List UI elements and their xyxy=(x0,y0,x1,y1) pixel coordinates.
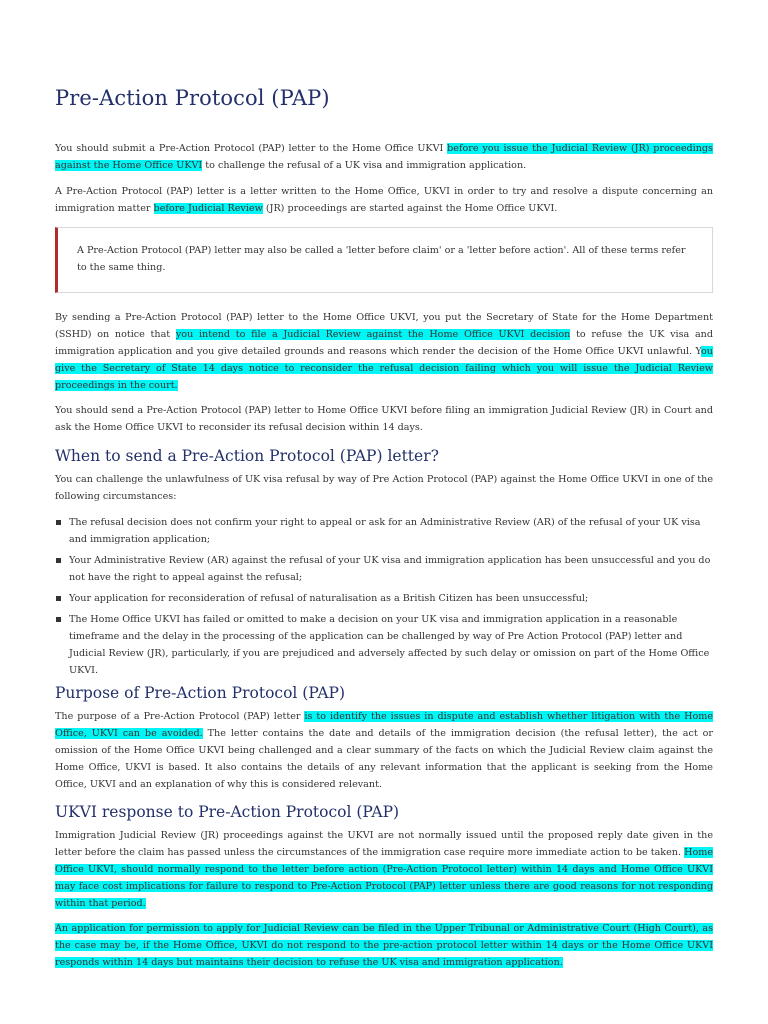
bullet-icon xyxy=(56,596,61,601)
section-heading-when: When to send a Pre-Action Protocol (PAP) letter? xyxy=(55,447,439,465)
highlight: before you issue the Judicial Review (JR) proceedings against the Home Office UKVI xyxy=(55,143,713,171)
highlight: An application for permission to apply for Judicial Review can be filed in the Upper Tribunal or Administrative Court (High Court), as the case may be, if the Home Office, UKVI do not respond to the pre-action protocol letter within 14 days or the Home Office UKVI responds within 14 days but maintains their decision to refuse the UK visa and immigration application. xyxy=(55,923,713,968)
highlight: is to identify the issues in dispute and establish whether litigation with the Home Office, UKVI can be avoided. xyxy=(55,711,714,739)
highlight: ou give the Secretary of State 14 days notice to reconsider the refusal decision failing which you will issue the Judicial Review proceedings in the court. xyxy=(55,346,713,391)
bullet-icon xyxy=(56,617,61,622)
highlight: Home Office UKVI, should normally respond to the letter before action (Pre-Action Protocol letter) within 14 days and Home Office UKVI may face cost implications for failure to respond to Pre-Action Protocol (PAP) letter unless there are good reasons for not responding within that period. xyxy=(55,847,713,909)
paragraph-sshd-notice: By sending a Pre-Action Protocol (PAP) letter to the Home Office UKVI, you put the Secretary of State for the Home Department (SSHD) on notice that you intend to file a Judicial Review against the Home Office UKVI decision to refuse the UK visa and immigration application and you give detailed grounds and reasons which render the decision of the Home Office UKVI unlawful. You give the Secretary of State 14 days notice to reconsider the refusal decision failing which you will issue the Judicial Review proceedings in the court. xyxy=(55,312,713,391)
when-intro: You can challenge the unlawfulness of UK visa refusal by way of Pre Action Protocol (PAP) against the Home Office UKVI in one of the following circumstances: xyxy=(55,474,713,502)
purpose-paragraph: The purpose of a Pre-Action Protocol (PAP) letter is to identify the issues in dispute and establish whether litigation with the Home Office, UKVI can be avoided. The letter contains the date and details of the immigration decision (the refusal letter), the act or omission of the Home Office UKVI being challenged and a clear summary of the facts on which the Judicial Review claim against the Home Office, UKVI is based. It also contains the details of any relevant information that the applicant is seeking from the Home Office, UKVI and an explanation of why this is considered relevant. xyxy=(55,711,714,790)
page-title: Pre-Action Protocol (PAP) xyxy=(55,86,330,110)
section-heading-response: UKVI response to Pre-Action Protocol (PAP) xyxy=(55,803,400,821)
list-item: Your application for reconsideration of refusal of naturalisation as a British Citizen has been unsuccessful; xyxy=(55,590,715,607)
bullet-icon xyxy=(56,558,61,563)
response-final-paragraph xyxy=(55,920,713,971)
bullet-icon xyxy=(56,520,61,525)
circumstances-list xyxy=(55,514,715,683)
highlight: you intend to file a Judicial Review against the Home Office UKVI decision xyxy=(175,329,571,340)
list-item: The refusal decision does not confirm your right to appeal or ask for an Administrative Review (AR) of the refusal of your UK visa and immigration application; xyxy=(55,514,715,548)
highlight: before Judicial Review xyxy=(153,203,263,214)
paragraph-send-pap: You should send a Pre-Action Protocol (PAP) letter to Home Office UKVI before filing an immigration Judicial Review (JR) in Court and ask the Home Office UKVI to reconsider its refusal decision within 14 days. xyxy=(55,405,713,433)
intro-paragraph-1: You should submit a Pre-Action Protocol (PAP) letter to the Home Office UKVI before you issue the Judicial Review (JR) proceedings against the Home Office UKVI to challenge the refusal of a UK visa and immigration application. xyxy=(55,143,713,171)
list-item: Your Administrative Review (AR) against the refusal of your UK visa and immigration application has been unsuccessful and you do not have the right to appeal against the refusal; xyxy=(55,552,715,586)
callout-box xyxy=(55,227,713,293)
intro-paragraph-2: A Pre-Action Protocol (PAP) letter is a letter written to the Home Office, UKVI in order to try and resolve a dispute concerning an immigration matter before Judicial Review (JR) proceedings are started against the Home Office UKVI. xyxy=(55,186,713,214)
section-heading-purpose: Purpose of Pre-Action Protocol (PAP) xyxy=(55,684,346,702)
list-item: The Home Office UKVI has failed or omitted to make a decision on your UK visa and immigration application in a reasonable timeframe and the delay in the processing of the application can be challenged by way of Pre Action Protocol (PAP) letter and Judicial Review (JR), particularly, if you are prejudiced and adversely affected by such delay or omission on part of the Home Office UKVI. xyxy=(55,611,715,679)
callout-text: A Pre-Action Protocol (PAP) letter may also be called a 'letter before claim' or a 'letter before action'. All of these terms refer to the same thing. xyxy=(77,245,686,273)
response-paragraph: Immigration Judicial Review (JR) proceedings against the UKVI are not normally issued until the proposed reply date given in the letter before the claim has passed unless the circumstances of the immigration case require more immediate action to be taken. Home Office UKVI, should normally respond to the letter before action (Pre-Action Protocol letter) within 14 days and Home Office UKVI may face cost implications for failure to respond to Pre-Action Protocol (PAP) letter unless there are good reasons for not responding within that period. xyxy=(55,830,713,909)
